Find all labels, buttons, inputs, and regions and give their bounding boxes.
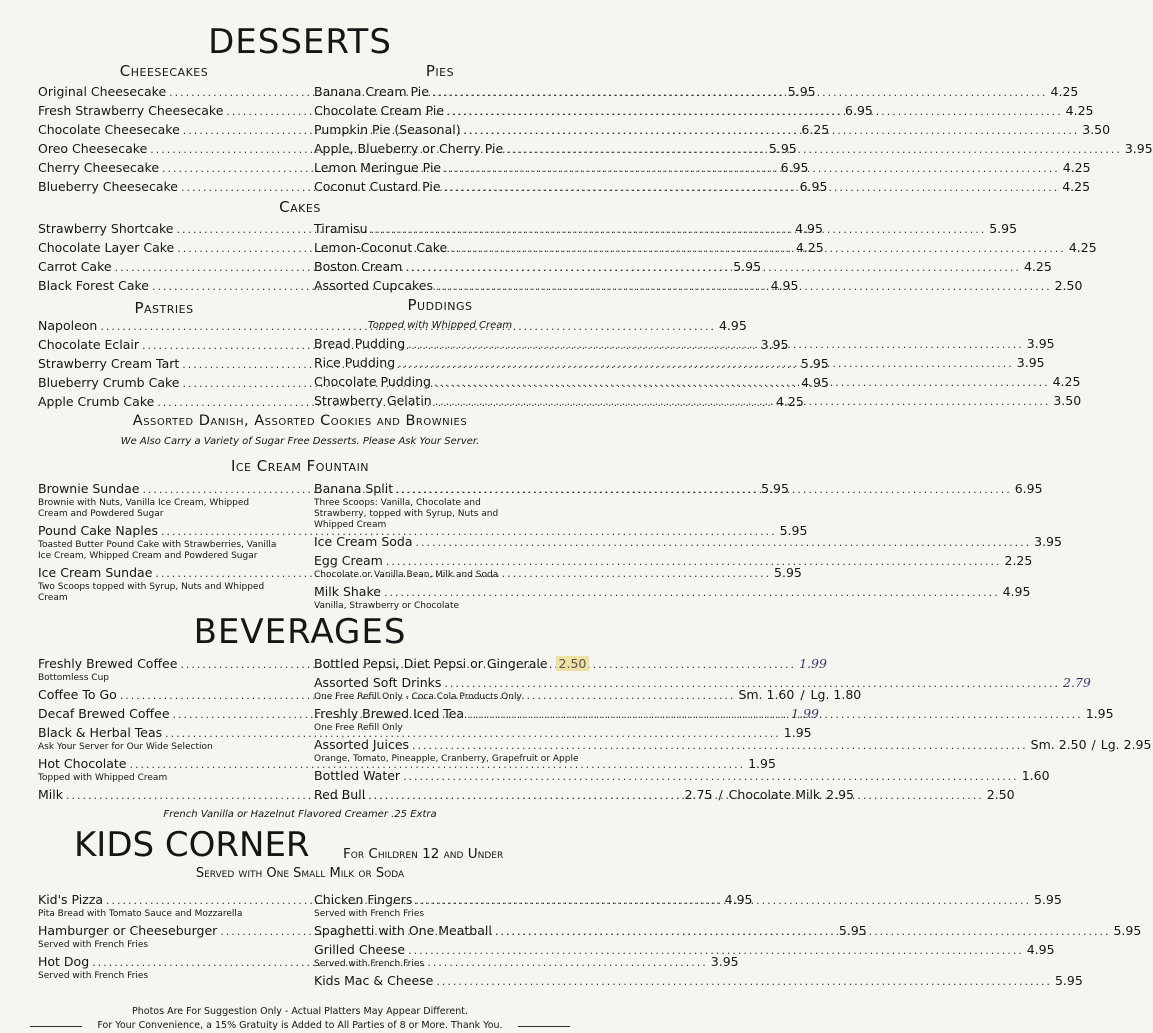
- menu-item: Kids Mac & Cheese ..... 5.95: [314, 973, 566, 992]
- puddings-heading: Puddings: [407, 296, 473, 314]
- ice-cream-heading: Ice Cream Fountain: [230, 457, 370, 475]
- menu-item: Chocolate Cream Pie ..... 4.25: [314, 103, 566, 122]
- item-description: Two Scoops topped with Syrup, Nuts and Whipped Cream: [38, 582, 265, 603]
- menu-item: Ice Cream Soda ..... 3.95: [314, 534, 566, 553]
- menu-item: Red Bull ..... 2.50: [314, 787, 566, 806]
- menu-item: Banana Cream Pie ..... 4.25: [314, 84, 566, 103]
- menu-item: Milk Shake ..... 4.95: [314, 584, 566, 603]
- menu-item: Banana Split ..... 6.95: [314, 481, 566, 500]
- sugar-free-note: We Also Carry a Variety of Sugar Free Desserts. Please Ask Your Server.: [120, 436, 480, 447]
- menu-item: Coconut Custard Pie ..... 4.25: [314, 179, 566, 198]
- menu-item: Hot Dog ..... 3.95: [38, 954, 290, 973]
- menu-item: Hot Chocolate ..... 1.95: [38, 756, 290, 775]
- item-description: Served with French Fries: [38, 971, 149, 981]
- kids-subtitle: For Children 12 and Under: [343, 846, 504, 862]
- menu-item: Chicken Fingers ..... 5.95: [314, 892, 566, 911]
- menu-item: Strawberry Gelatin ..... 3.50: [314, 393, 566, 412]
- menu-item: Bottled Water ..... 1.60: [314, 768, 566, 787]
- menu-item: Spaghetti with One Meatball ..... 5.95: [314, 923, 566, 942]
- menu-item: Coffee To Go ..... Sm. 1.60 / Lg. 1.80: [38, 687, 290, 706]
- pastries-heading: Pastries: [134, 299, 194, 317]
- menu-item: Oreo Cheesecake ..... 5.95: [38, 141, 290, 160]
- menu-item: Bottled Pepsi, Diet Pepsi or Gingerale 2.50: [314, 656, 582, 675]
- menu-item: Bread Pudding ..... 3.95: [314, 336, 566, 355]
- menu-item: Chocolate Layer Cake ..... 4.25: [38, 240, 290, 259]
- menu-item: Kid's Pizza ..... 4.95: [38, 892, 290, 911]
- menu-item: Cherry Cheesecake ..... 6.95: [38, 160, 290, 179]
- desserts-title: DESSERTS: [208, 22, 392, 62]
- item-description: Pita Bread with Tomato Sauce and Mozzarella: [38, 909, 243, 919]
- cakes-heading: Cakes: [279, 198, 321, 216]
- kids-title: KIDS CORNER: [74, 825, 310, 865]
- item-description: Served with French Fries: [314, 959, 425, 969]
- menu-item: Brownie Sundae ..... 5.95: [38, 481, 290, 500]
- menu-item: Original Cheesecake ..... 5.95: [38, 84, 290, 103]
- footer-disclaimer: Photos Are For Suggestion Only - Actual Platters May Appear Different.: [132, 1006, 468, 1017]
- menu-item: Decaf Brewed Coffee ..... 1.99: [38, 706, 290, 725]
- menu-item: Ice Cream Sundae ..... 5.95: [38, 565, 290, 584]
- menu-item: Chocolate Cheesecake ..... 6.25: [38, 122, 290, 141]
- item-description: Three Scoops: Vanilla, Chocolate and Strawberry, topped with Syrup, Nuts and Whipped Cream: [314, 498, 499, 530]
- item-description: Orange, Tomato, Pineapple, Cranberry, Grapefruit or Apple: [314, 754, 579, 764]
- menu-item: Pound Cake Naples ..... 5.95: [38, 523, 290, 542]
- menu-item: Black & Herbal Teas ..... 1.95: [38, 725, 290, 744]
- menu-item: Hamburger or Cheeseburger ..... 5.95: [38, 923, 290, 942]
- menu-item: Boston Cream ..... 4.25: [314, 259, 566, 278]
- kids-served-note: Served with One Small Milk or Soda: [195, 866, 405, 881]
- item-description: Vanilla, Strawberry or Chocolate: [314, 601, 460, 611]
- menu-item: Lemon Meringue Pie ..... 4.25: [314, 160, 566, 179]
- item-description: Ask Your Server for Our Wide Selection: [38, 742, 213, 752]
- menu-item: Blueberry Crumb Cake ..... 4.95: [38, 375, 290, 394]
- menu-item: Grilled Cheese ..... 4.95: [314, 942, 566, 961]
- menu-item: Chocolate Eclair ..... 3.95: [38, 337, 290, 356]
- menu-item: Fresh Strawberry Cheesecake ..... 6.95: [38, 103, 290, 122]
- menu-item: Apple, Blueberry or Cherry Pie ..... 3.95: [314, 141, 566, 160]
- menu-item: Freshly Brewed Coffee ..... 1.99: [38, 656, 290, 675]
- menu-item: Milk ..... 2.75 / Chocolate Milk 2.95: [38, 787, 290, 806]
- item-description: Brownie with Nuts, Vanilla Ice Cream, Whipped Cream and Powdered Sugar: [38, 498, 250, 519]
- item-description: One Free Refill Only: [314, 723, 403, 733]
- menu-item: Pumpkin Pie (Seasonal) ..... 3.50: [314, 122, 566, 141]
- menu-item: Assorted Soft Drinks ..... 2.79: [314, 675, 566, 694]
- item-description: One Free Refill Only - Coca Cola Products Only: [314, 692, 522, 702]
- menu-item: Carrot Cake ..... 5.95: [38, 259, 290, 278]
- creamer-note: French Vanilla or Hazelnut Flavored Creamer .25 Extra: [163, 809, 437, 820]
- menu-item: Tiramisu ..... 5.95: [314, 221, 566, 240]
- footer-gratuity: For Your Convenience, a 15% Gratuity is Added to All Parties of 8 or More. Thank You.: [97, 1020, 503, 1031]
- menu-item: Napoleon ..... 4.95: [38, 318, 290, 337]
- menu-item: Assorted Cupcakes ..... 2.50: [314, 278, 566, 297]
- menu-item: Black Forest Cake ..... 4.95: [38, 278, 290, 297]
- item-description: Chocolate or Vanilla Bean, Milk and Soda: [314, 570, 499, 580]
- menu-item: Apple Crumb Cake ..... 4.25: [38, 394, 290, 413]
- item-description: Served with French Fries: [38, 940, 149, 950]
- pies-heading: Pies: [425, 62, 455, 80]
- assorted-heading: Assorted Danish, Assorted Cookies and Brownies: [132, 413, 468, 429]
- item-description: Topped with Whipped Cream: [38, 773, 168, 783]
- puddings-note: Topped with Whipped Cream: [367, 320, 513, 331]
- item-description: Served with French Fries: [314, 909, 425, 919]
- cheesecakes-heading: Cheesecakes: [119, 62, 209, 80]
- item-description: Toasted Butter Pound Cake with Strawberries, Vanilla Ice Cream, Whipped Cream and Powdered Sugar: [38, 540, 277, 561]
- menu-item: Blueberry Cheesecake ..... 6.95: [38, 179, 290, 198]
- menu-item: Freshly Brewed Iced Tea ..... 1.95: [314, 706, 566, 725]
- menu-item: Rice Pudding ..... 3.95: [314, 355, 566, 374]
- menu-item: Lemon-Coconut Cake ..... 4.25: [314, 240, 566, 259]
- item-description: Bottomless Cup: [38, 673, 109, 683]
- beverages-title: BEVERAGES: [193, 612, 407, 652]
- menu-item: Strawberry Shortcake ..... 4.95: [38, 221, 290, 240]
- menu-item: Assorted Juices ..... Sm. 2.50 / Lg. 2.95: [314, 737, 566, 756]
- menu-item: Strawberry Cream Tart ..... 5.95: [38, 356, 290, 375]
- menu-item: Egg Cream ..... 2.25: [314, 553, 566, 572]
- menu-item: Chocolate Pudding ..... 4.25: [314, 374, 566, 393]
